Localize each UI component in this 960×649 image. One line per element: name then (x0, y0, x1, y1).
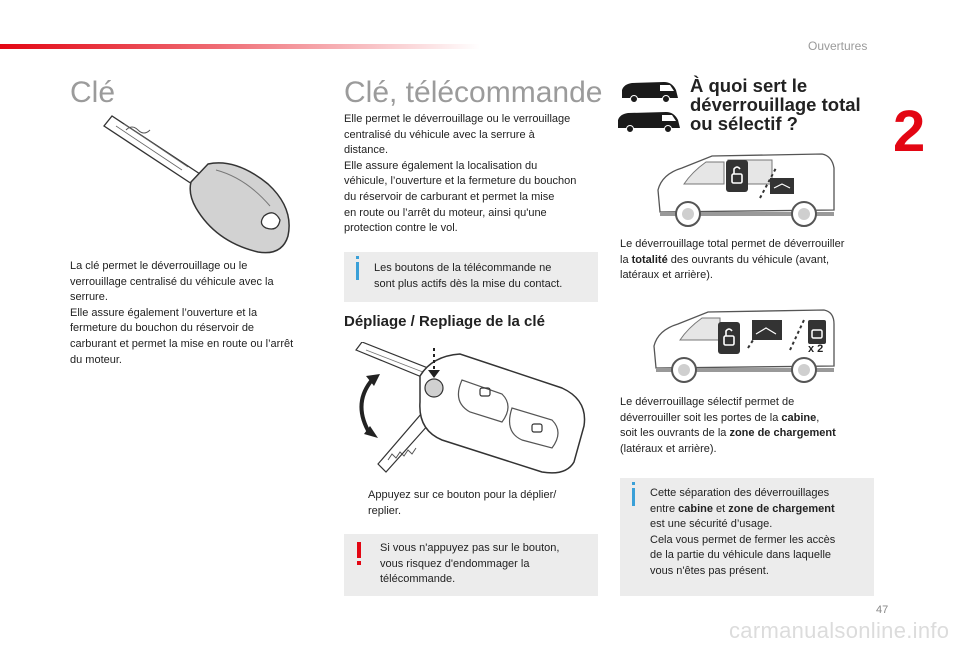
telecommande-line: Elle permet le déverrouillage ou le verrouillage (344, 113, 571, 125)
info-icon (632, 488, 635, 506)
info-line: Les boutons de la télécommande ne (374, 262, 552, 274)
cle-line: fermeture du bouchon du réservoir de (70, 322, 255, 335)
info-note-separation (620, 478, 874, 596)
info-line: est une sécurité d’usage. (650, 518, 773, 531)
telecommande-line: centralisé du véhicule avec la serrure à (344, 128, 535, 141)
info-line: de la partie du véhicule dans laquelle (650, 549, 832, 562)
heading-cle-telecommande: Clé, télécommande (344, 76, 603, 109)
total-unlock-paragraph (620, 237, 876, 284)
cle-paragraph (70, 259, 320, 368)
cle-line: du moteur. (70, 353, 122, 366)
selective-bold: cabine (781, 411, 817, 424)
selective-text: déverrouiller soit les portes de la (620, 411, 782, 424)
van-short-icon (620, 80, 680, 104)
step-depliage (344, 488, 598, 519)
section-title: Ouvertures (808, 39, 868, 53)
total-bold: totalité (631, 253, 668, 266)
info-icon (356, 262, 359, 280)
watermark: carmanualsonline.info (729, 618, 950, 643)
info-line: vous n'êtes pas présent. (650, 564, 769, 577)
selective-bold: zone de chargement (729, 427, 836, 440)
info-text: entre (650, 502, 679, 515)
warning-note (344, 534, 598, 596)
telecommande-line: distance. (344, 144, 389, 157)
step-line: Appuyez sur ce bouton pour la déplier/ (368, 489, 557, 501)
warning-line: vous risquez d'endommager la (380, 557, 530, 570)
folding-key-illustration (352, 342, 598, 477)
cle-line: carburant et permet la mise en route ou l’arrêt (70, 337, 294, 350)
total-line: latéraux et arrière). (620, 269, 713, 282)
step-line: replier. (368, 504, 402, 517)
selective-text: soit les ouvrants de la (620, 427, 730, 440)
cle-line: verrouillage centralisé du véhicule avec la (70, 275, 274, 288)
heading-line: À quoi sert le (690, 75, 808, 96)
heading-cle: Clé (70, 76, 116, 109)
telecommande-line: protection contre le vol. (344, 222, 458, 235)
selective-text: , (816, 411, 820, 424)
telecommande-line: Elle assure également la localisation du (344, 159, 538, 172)
van-long-icon (616, 110, 682, 134)
info-line: Cela vous permet de fermer les accès (650, 533, 836, 546)
heading-line: ou sélectif ? (690, 113, 798, 134)
selective-line: Le déverrouillage sélectif permet de (620, 396, 795, 408)
info-line: Cette séparation des déverrouillages (650, 487, 830, 499)
header-accent-bar (0, 44, 480, 49)
total-text: la (620, 253, 632, 266)
info-bold: zone de chargement (728, 502, 835, 515)
subheading-depliage: Dépliage / Repliage de la clé (344, 313, 545, 330)
cle-line: serrure. (70, 291, 108, 304)
total-line: Le déverrouillage total permet de déverrouiller (620, 238, 845, 250)
telecommande-line: en route ou l’arrêt du moteur, ainsi qu'une (344, 206, 547, 219)
heading-line: déverrouillage total (690, 94, 861, 115)
van-total-unlock-illustration (652, 150, 838, 232)
chapter-number: 2 (893, 99, 926, 164)
telecommande-line: véhicule, l’ouverture et la fermeture du bouchon (344, 175, 577, 188)
info-note-buttons (344, 252, 598, 302)
key-illustration (96, 112, 296, 257)
cle-line: Elle assure également l’ouverture et la (70, 306, 258, 319)
x2-label: x 2 (808, 343, 824, 355)
telecommande-line: du réservoir de carburant et permet la mise (344, 190, 555, 203)
warning-line: télécommande. (380, 573, 456, 586)
warning-icon (357, 542, 361, 558)
info-bold: cabine (678, 502, 713, 515)
selective-line: (latéraux et arrière). (620, 442, 717, 455)
total-text: des ouvrants du véhicule (avant, (667, 253, 830, 266)
info-line: sont plus actifs dès la mise du contact. (374, 277, 563, 290)
info-text: et (713, 502, 729, 515)
selective-unlock-paragraph (620, 395, 876, 457)
warning-line: Si vous n'appuyez pas sur le bouton, (380, 542, 560, 554)
heading-deverrouillage (690, 76, 880, 133)
telecommande-paragraph (344, 112, 606, 237)
cle-line: La clé permet le déverrouillage ou le (70, 260, 248, 272)
page-number: 47 (876, 604, 889, 616)
